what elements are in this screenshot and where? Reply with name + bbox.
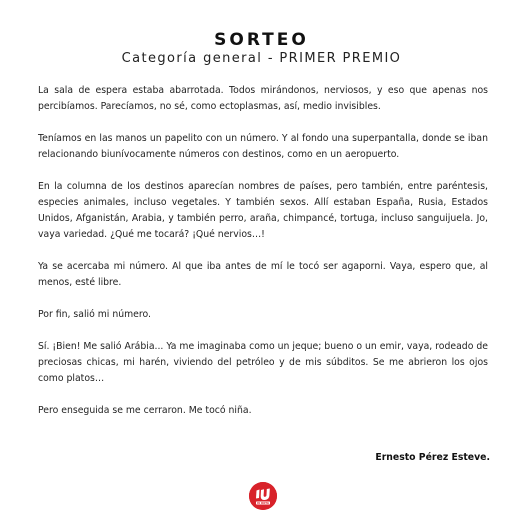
story-paragraph: En la columna de los destinos aparecían nombres de países, pero también, entre paréntesis, especies animales, incluso vegetales. Y también sexos. Allí estaban España, Rusia, Estados Unidos, Afganistán, Arabia, y también perro, araña, chimpancé, tortuga, incluso sanguijuela. Jo, vaya variedad. ¿Qué me tocará? ¡Qué nervios…!	[38, 181, 488, 240]
page-subtitle: Categoría general - PRIMER PREMIO	[121, 51, 402, 66]
story-body	[38, 83, 488, 435]
iu-logo-graphic	[249, 482, 277, 510]
story-paragraph: Pero enseguida se me cerraron. Me tocó niña.	[38, 405, 252, 416]
iu-logo-icon	[249, 482, 277, 510]
story-paragraph: Teníamos en las manos un papelito con un número. Y al fondo una superpantalla, donde se iban relacionando biunívocamente números con destinos, como en un aeropuerto.	[38, 133, 488, 160]
story-paragraph: Sí. ¡Bien! Me salió Arábia... Ya me imaginaba como un jeque; bueno o un emir, vaya, rodeado de preciosas chicas, mi harén, viviendo del petróleo y de mis súbditos. Se me abrieron los ojos como platos…	[38, 341, 488, 384]
author-signature: Ernesto Pérez Esteve.	[375, 452, 490, 463]
story-paragraph: Ya se acercaba mi número. Al que iba antes de mí le tocó ser agaporni. Vaya, espero que, al menos, esté libre.	[38, 261, 488, 288]
page-title: SORTEO	[214, 30, 309, 50]
logo-text: IU ROTA	[257, 502, 269, 505]
story-paragraph: La sala de espera estaba abarrotada. Todos mirándonos, nerviosos, y eso que apenas nos percibíamos. Parecíamos, no sé, como ectoplasmas, así, medio invisibles.	[38, 85, 488, 112]
story-paragraph: Por fin, salió mi número.	[38, 309, 152, 320]
